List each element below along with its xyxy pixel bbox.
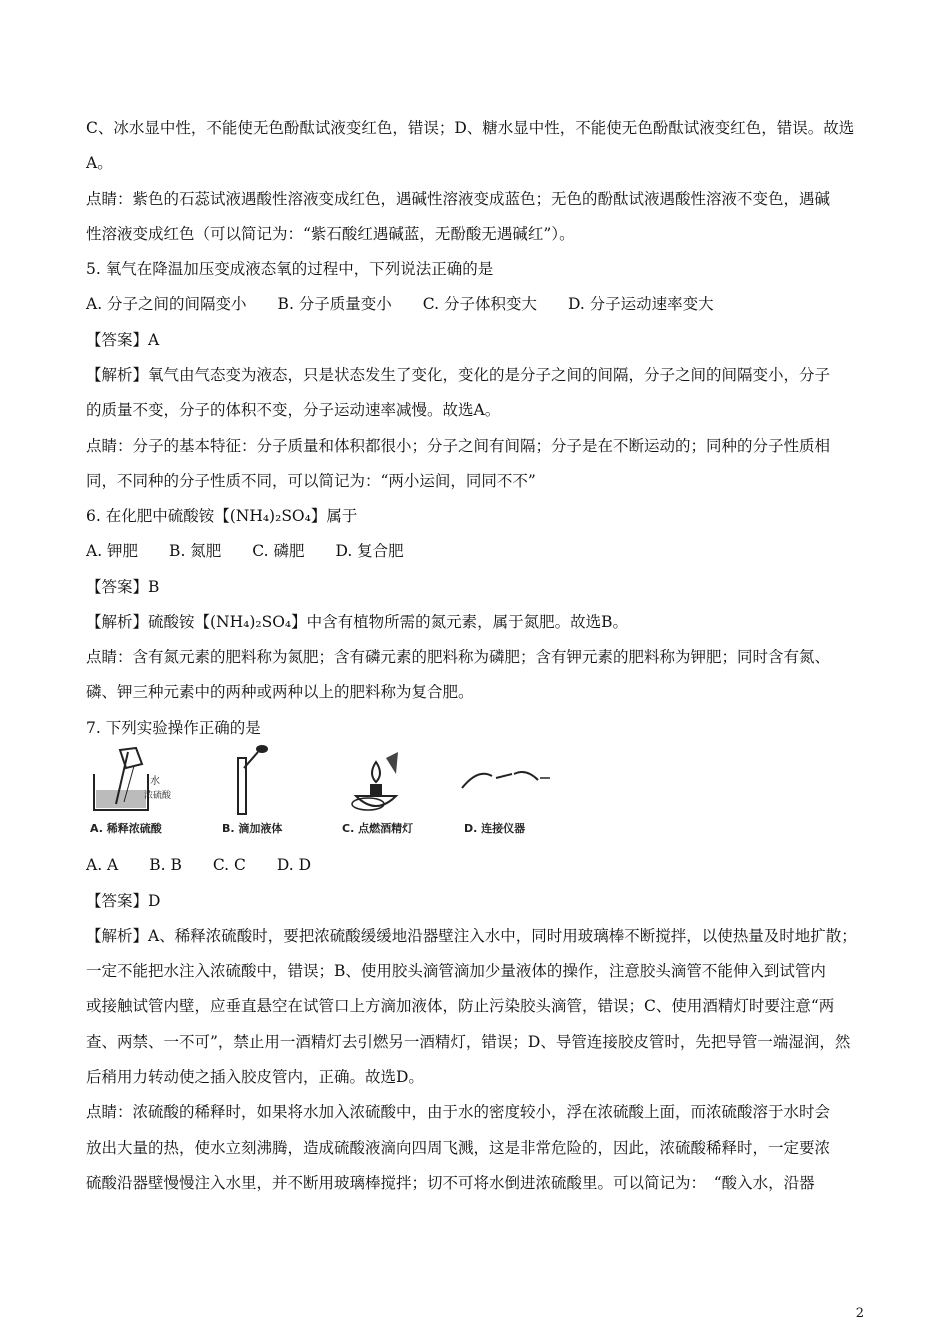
text-line: 点睛：含有氮元素的肥料称为氮肥；含有磷元素的肥料称为磷肥；含有钾元素的肥料称为钾肥；同时含有氮、 [86,648,831,666]
text-line: 点睛：分子的基本特征：分子质量和体积都很小；分子之间有间隔；分子是在不断运动的；同种的分子性质相 [86,437,831,455]
text-line: 后稍用力转动使之插入胶皮管内，正确。故选D。 [86,1068,424,1086]
page-number: 2 [855,1306,864,1321]
text-line: 一定不能把水注入浓硫酸中，错误；B、使用胶头滴管滴加少量液体的操作，注意胶头滴管不能伸入到试管内 [86,962,826,980]
text-line: 磷、钾三种元素中的两种或两种以上的肥料称为复合肥。 [86,683,474,701]
question-6: 6. 在化肥中硫酸铵【(NH₄)₂SO₄】属于 [86,507,358,525]
caption-b: B. 滴加液体 [222,822,283,835]
beaker-diagram [86,744,196,816]
caption-a: A. 稀释浓硫酸 [90,822,162,835]
text-line: 点睛：浓硫酸的稀释时，如果将水加入浓硫酸中，由于水的密度较小，浮在浓硫酸上面，而浓硫酸溶于水时会 [86,1103,831,1121]
answer-7: 【答案】D [86,892,161,910]
answer-6: 【答案】B [86,578,160,596]
question-7: 7. 下列实验操作正确的是 [86,719,261,737]
text-line: 性溶液变成红色（可以简记为：“紫石酸红遇碱蓝，无酚酸无遇碱红”）。 [86,225,575,243]
text-line: 点睛：紫色的石蕊试液遇酸性溶液变成红色，遇碱性溶液变成蓝色；无色的酚酞试液遇酸性溶液不变色，遇碱 [86,190,831,208]
lamp-diagram [336,744,446,816]
text-line: C、冰水显中性，不能使无色酚酞试液变红色，错误；D、糖水显中性，不能使无色酚酞试液变红色，错误。故选 [86,119,855,137]
text-line: 的质量不变，分子的体积不变，分子运动速率减慢。故选A。 [86,401,501,419]
caption-d: D. 连接仪器 [464,822,526,835]
text-line: 放出大量的热，使水立刻沸腾，造成硫酸液滴向四周飞溅，这是非常危险的，因此，浓硫酸稀释时，一定要浓 [86,1139,831,1157]
caption-c: C. 点燃酒精灯 [342,822,414,835]
experiment-figure [86,744,556,836]
text-line: 【解析】A、稀释浓硫酸时，要把浓硫酸缓缓地沿器壁注入水中，同时用玻璃棒不断搅拌，以使热量及时地扩散； [86,927,857,945]
figure-c [336,744,446,836]
label-acid: 浓硫酸 [144,791,172,801]
text-line: 查、两禁、一不可”，禁止用一酒精灯去引燃另一酒精灯，错误；D、导管连接胶皮管时，先把导管一端湿润，然 [86,1033,851,1051]
label-water: 水 [150,776,160,787]
figure-d [456,744,556,836]
answer-5: 【答案】A [86,331,160,349]
text-line: 【解析】硫酸铵【(NH₄)₂SO₄】中含有植物所需的氮元素，属于氮肥。故选B。 [86,613,629,631]
dropper-diagram [216,744,306,816]
question-5: 5. 氧气在降温加压变成液态氧的过程中，下列说法正确的是 [86,260,494,278]
question-6-options: A. 钾肥 B. 氮肥 C. 磷肥 D. 复合肥 [86,542,404,560]
text-line: 【解析】氧气由气态变为液态，只是状态发生了变化，变化的是分子之间的间隔，分子之间的间隔变小，分子 [86,366,831,384]
text-line: 同，不同种的分子性质不同，可以简记为：“两小运间，同同不不” [86,472,536,490]
figure-a [86,744,196,836]
text-line: 或接触试管内壁，应垂直悬空在试管口上方滴加液体，防止污染胶头滴管，错误；C、使用酒精灯时要注意“两 [86,997,835,1015]
question-5-options: A. 分子之间的间隔变小 B. 分子质量变小 C. 分子体积变大 D. 分子运动速率变大 [86,295,714,313]
question-7-options: A. A B. B C. C D. D [86,856,312,874]
text-line: A。 [86,154,113,172]
tube-diagram [456,744,556,816]
text-line: 硫酸沿器壁慢慢注入水里，并不断用玻璃棒搅拌；切不可将水倒进浓硫酸里。可以简记为： “酸入水，沿器 [86,1174,815,1192]
figure-b [216,744,306,836]
